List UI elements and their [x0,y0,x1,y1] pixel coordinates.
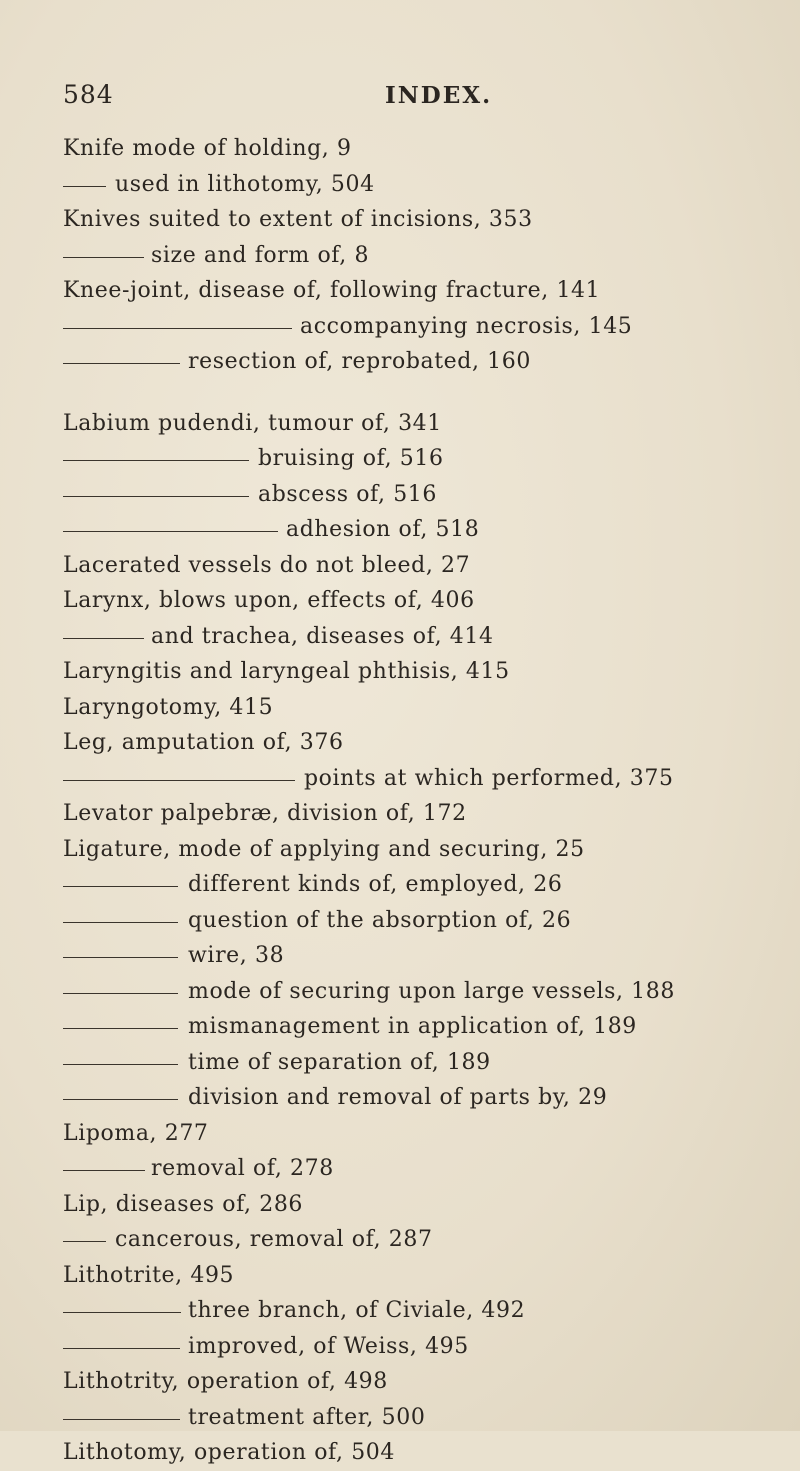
index-subentry [0,238,800,274]
index-subentry [0,1045,800,1081]
index-entry [0,583,800,619]
index-entry [0,796,800,832]
index-entry [0,690,800,726]
index-subentry [0,344,800,380]
entry-text: time of separation of, 189 [188,1049,491,1075]
index-entry [0,273,800,309]
entry-text: and trachea, diseases of, 414 [151,623,494,649]
index-subentry [0,903,800,939]
entry-text: question of the absorption of, 26 [188,907,572,933]
index-subentry [0,1151,800,1187]
index-entry [0,131,800,167]
ditto-dash [63,1064,178,1065]
entry-text: removal of, 278 [151,1156,334,1181]
index-entry [0,1116,800,1152]
ditto-dash [63,957,178,958]
entry-text: Knives suited to extent of incisions, 353 [63,207,533,232]
index-subentry [0,309,800,345]
entry-text: Knife mode of holding, 9 [63,136,352,161]
entry-text: accompanying necrosis, 145 [300,313,633,339]
entry-text: cancerous, removal of, 287 [115,1227,433,1252]
entry-text: bruising of, 516 [258,446,444,471]
ditto-dash [63,328,292,329]
index-subentry [0,1080,800,1116]
index-subentry [0,477,800,513]
ditto-dash [63,257,144,258]
index-entry [0,1258,800,1294]
ditto-dash [63,638,144,639]
page-number: 584 [63,80,114,109]
entry-text: Ligature, mode of applying and securing, 25 [63,836,585,862]
entry-text: Leg, amputation of, 376 [63,730,344,755]
ditto-dash [63,531,278,532]
entry-text: improved, of Weiss, 495 [188,1333,469,1359]
ditto-dash [63,1099,178,1100]
ditto-dash [63,496,249,497]
index-subentry [0,938,800,974]
entry-text: Labium pudendi, tumour of, 341 [63,410,442,436]
entry-text: Laryngitis and laryngeal phthisis, 415 [63,659,510,684]
index-entry [0,654,800,690]
entry-text: Lithotomy, operation of, 504 [63,1440,395,1465]
index-entry [0,1364,800,1400]
entry-text: division and removal of parts by, 29 [188,1085,608,1110]
index-entry [0,406,800,442]
ditto-dash [63,186,106,187]
index-entry [0,1187,800,1223]
ditto-dash [63,1312,181,1313]
ditto-dash [63,1419,180,1420]
entry-text: Levator palpebræ, division of, 172 [63,801,467,826]
index-subentry [0,867,800,903]
index-subentry [0,974,800,1010]
index-subentry [0,761,800,797]
index-subentry [0,441,800,477]
index-entry [0,202,800,238]
entry-text: points at which performed, 375 [304,765,674,791]
ditto-dash [63,363,180,364]
ditto-dash [63,886,178,887]
index-subentry [0,1009,800,1045]
index-subentry [0,619,800,655]
entry-text: Larynx, blows upon, effects of, 406 [63,588,475,613]
entry-text: Lacerated vessels do not bleed, 27 [63,552,471,578]
ditto-dash [63,1241,106,1242]
entry-text: mode of securing upon large vessels, 188 [188,978,675,1004]
index-subentry [0,167,800,203]
index-subentry [0,1293,800,1329]
index-entry [0,548,800,584]
entry-text: Knee-joint, disease of, following fracture, 141 [63,278,601,303]
entry-text: Lipoma, 277 [63,1120,209,1146]
entry-text: resection of, reprobated, 160 [188,349,531,374]
entry-text: Lithotrity, operation of, 498 [63,1369,388,1394]
entry-text: size and form of, 8 [151,242,370,268]
page-header [63,80,763,116]
entry-text: abscess of, 516 [258,481,437,507]
entry-text: different kinds of, employed, 26 [188,872,563,897]
entry-text: wire, 38 [188,943,285,968]
index-subentry [0,512,800,548]
entry-text: used in lithotomy, 504 [115,171,375,197]
index-subentry [0,1222,800,1258]
ditto-dash [63,460,249,461]
entry-text: treatment after, 500 [188,1404,426,1430]
index-subentry [0,1329,800,1365]
ditto-dash [63,1348,180,1349]
entry-text: three branch, of Civiale, 492 [188,1298,526,1323]
index-entry [0,725,800,761]
index-subentry [0,1400,800,1436]
entry-text: mismanagement in application of, 189 [188,1014,637,1039]
ditto-dash [63,1170,145,1171]
index-entry [0,832,800,868]
ditto-dash [63,922,178,923]
entry-text: Laryngotomy, 415 [63,694,274,720]
entry-text: Lip, diseases of, 286 [63,1191,304,1217]
index-entry [0,1435,800,1471]
ditto-dash [63,780,295,781]
ditto-dash [63,993,178,994]
entry-text: Lithotrite, 495 [63,1262,235,1288]
index-entries [0,131,800,1471]
running-head: INDEX. [385,82,493,109]
entry-text: adhesion of, 518 [286,517,480,542]
ditto-dash [63,1028,178,1029]
